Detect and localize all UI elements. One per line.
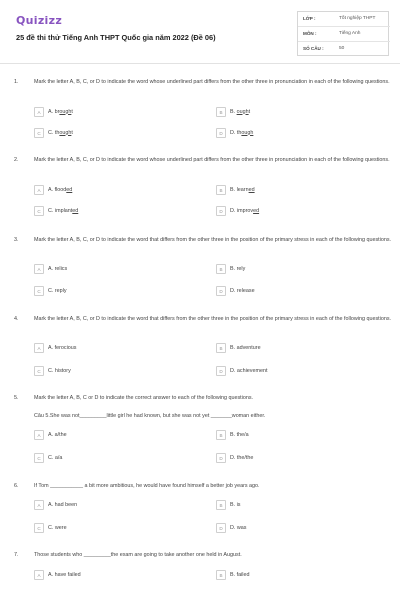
- option-word: a/the: [54, 431, 67, 438]
- option-word: br: [54, 108, 60, 115]
- option-word: adventure: [236, 344, 261, 351]
- option-text: [230, 572, 249, 578]
- option-text: [48, 208, 78, 214]
- question-prompt: Mark the letter A, B, C, or D to indicate the word that differs from the other three in the position of the primary stress in each of the following questions.: [34, 236, 392, 243]
- option-letter-badge: A: [34, 343, 44, 353]
- option-text: [230, 525, 246, 531]
- option-word: history: [54, 367, 71, 374]
- underlined-part: ough: [59, 108, 72, 115]
- option-label: D.: [230, 454, 237, 461]
- meta-value: Tốt nghiệp THPT: [339, 16, 376, 21]
- option-letter-badge: C: [34, 286, 44, 296]
- question-number: 6.: [14, 483, 19, 489]
- option-letter-badge: D: [216, 523, 226, 533]
- option-label: A.: [48, 431, 55, 438]
- option-word-end: t: [71, 108, 73, 115]
- quizizz-logo: Quizizz: [16, 14, 63, 27]
- option-letter-badge: C: [34, 128, 44, 138]
- option-letter-badge: D: [216, 286, 226, 296]
- option-letter-badge: D: [216, 453, 226, 463]
- option-word-end: t: [248, 108, 251, 115]
- option-letter-badge: A: [34, 570, 44, 580]
- option-text: [48, 187, 72, 193]
- meta-value: Tiếng Anh: [339, 31, 361, 36]
- underlined-part: ough: [236, 108, 249, 115]
- option-text: [48, 345, 76, 351]
- option-text: [48, 572, 81, 578]
- option-letter-badge: B: [216, 430, 226, 440]
- option-text: [48, 455, 62, 461]
- option-word: flood: [54, 186, 67, 193]
- option-letter-badge: A: [34, 500, 44, 510]
- option-label: A.: [48, 571, 55, 578]
- option-text: [230, 266, 245, 272]
- option-word: ferocious: [54, 344, 77, 351]
- question-number: 4.: [14, 316, 19, 322]
- option-word: the/the: [236, 454, 254, 461]
- option-letter-badge: D: [216, 366, 226, 376]
- worksheet-title: 25 đề thi thử Tiếng Anh THPT Quốc gia năm 2022 (Đề 06): [16, 33, 216, 42]
- option-label: B.: [230, 265, 237, 272]
- option-text: [48, 130, 73, 136]
- option-text: [230, 345, 261, 351]
- option-word: learn: [236, 186, 249, 193]
- worksheet-meta-box: [297, 11, 389, 56]
- meta-label: MÔN :: [303, 31, 317, 36]
- option-label: B.: [230, 108, 237, 115]
- option-text: [48, 432, 67, 438]
- question-number: 5.: [14, 395, 19, 401]
- option-letter-badge: B: [216, 185, 226, 195]
- option-text: [230, 288, 255, 294]
- question-prompt: Mark the letter A, B, C, or D to indicate the word whose underlined part differs from the other three in pronunciation in each of the following questions.: [34, 78, 390, 85]
- option-text: [230, 502, 241, 508]
- option-text: [230, 130, 253, 136]
- option-word: had been: [54, 501, 78, 508]
- question-number: 3.: [14, 237, 19, 243]
- option-text: [48, 525, 67, 531]
- option-text: [48, 109, 73, 115]
- option-label: D.: [230, 129, 237, 136]
- underlined-part: ed: [248, 186, 255, 193]
- underlined-part: ed: [253, 207, 260, 214]
- option-letter-badge: B: [216, 107, 226, 117]
- option-word: a/a: [54, 454, 63, 461]
- meta-row-subject: [298, 27, 390, 42]
- option-word: have failed: [54, 571, 81, 578]
- option-text: [48, 266, 67, 272]
- option-letter-badge: B: [216, 343, 226, 353]
- header-divider: [0, 63, 400, 64]
- option-word: release: [236, 287, 255, 294]
- question-number: 1.: [14, 79, 19, 85]
- question-number: 7.: [14, 552, 19, 558]
- option-label: A.: [48, 501, 55, 508]
- option-label: A.: [48, 265, 55, 272]
- question-number: 2.: [14, 157, 19, 163]
- question-prompt: Mark the letter A, B, C, or D to indicate the word whose underlined part differs from the other three in pronunciation in each of the following questions.: [34, 156, 390, 163]
- meta-label: SỐ CÂU :: [303, 46, 324, 51]
- option-text: [48, 368, 71, 374]
- option-text: [230, 455, 253, 461]
- option-label: C.: [48, 524, 55, 531]
- option-label: C.: [48, 454, 55, 461]
- option-letter-badge: B: [216, 264, 226, 274]
- option-word: relics: [54, 265, 68, 272]
- option-word: was: [236, 524, 247, 531]
- option-label: D.: [230, 524, 237, 531]
- option-label: A.: [48, 344, 55, 351]
- meta-row-class: [298, 12, 390, 27]
- option-letter-badge: C: [34, 366, 44, 376]
- option-letter-badge: A: [34, 264, 44, 274]
- option-word: achievement: [236, 367, 268, 374]
- question-prompt: Those students who _________the exam are going to take another one held in August.: [34, 551, 242, 558]
- question-sentence: Câu 5.She was not_________little girl he had known, but she was not yet _______woman either.: [34, 413, 266, 419]
- option-word: were: [54, 524, 67, 531]
- option-letter-badge: A: [34, 430, 44, 440]
- option-label: C.: [48, 129, 55, 136]
- option-label: B.: [230, 501, 237, 508]
- option-letter-badge: B: [216, 500, 226, 510]
- option-letter-badge: C: [34, 523, 44, 533]
- option-letter-badge: D: [216, 206, 226, 216]
- option-word: failed: [236, 571, 250, 578]
- underlined-part: ough: [241, 129, 254, 136]
- underlined-part: ed: [72, 207, 79, 214]
- meta-value: 50: [339, 46, 345, 51]
- option-label: B.: [230, 344, 237, 351]
- option-word: th: [236, 129, 242, 136]
- option-text: [48, 288, 67, 294]
- option-label: D.: [230, 367, 237, 374]
- option-label: D.: [230, 287, 237, 294]
- meta-label: LỚP :: [303, 16, 316, 21]
- option-word: th: [54, 129, 60, 136]
- underlined-part: ed: [66, 186, 73, 193]
- option-word: improv: [236, 207, 254, 214]
- question-prompt: If Tom ___________ a bit more ambitious, he would have found himself a better job years ago.: [34, 482, 260, 489]
- option-word-end: t: [71, 129, 73, 136]
- option-label: B.: [230, 431, 237, 438]
- option-text: [230, 187, 255, 193]
- option-label: A.: [48, 186, 55, 193]
- option-word: rely: [236, 265, 246, 272]
- option-letter-badge: A: [34, 185, 44, 195]
- option-word: implant: [54, 207, 73, 214]
- option-label: C.: [48, 367, 55, 374]
- option-word: reply: [54, 287, 67, 294]
- option-label: C.: [48, 207, 55, 214]
- option-text: [230, 368, 267, 374]
- question-prompt: Mark the letter A, B, C, or D to indicate the word that differs from the other three in the position of the primary stress in each of the following questions.: [34, 315, 392, 322]
- option-text: [230, 208, 259, 214]
- option-text: [230, 432, 249, 438]
- option-letter-badge: B: [216, 570, 226, 580]
- option-label: A.: [48, 108, 55, 115]
- option-letter-badge: C: [34, 453, 44, 463]
- option-label: D.: [230, 207, 237, 214]
- question-prompt: Mark the letter A, B, C or D to indicate the correct answer to each of the following questions.: [34, 394, 254, 401]
- underlined-part: ough: [59, 129, 72, 136]
- option-word: the/a: [236, 431, 249, 438]
- option-text: [230, 109, 250, 115]
- option-label: B.: [230, 186, 237, 193]
- option-text: [48, 502, 77, 508]
- option-label: C.: [48, 287, 55, 294]
- option-label: B.: [230, 571, 237, 578]
- option-letter-badge: A: [34, 107, 44, 117]
- option-letter-badge: D: [216, 128, 226, 138]
- option-word: is: [236, 501, 241, 508]
- option-letter-badge: C: [34, 206, 44, 216]
- meta-row-question-count: [298, 42, 390, 57]
